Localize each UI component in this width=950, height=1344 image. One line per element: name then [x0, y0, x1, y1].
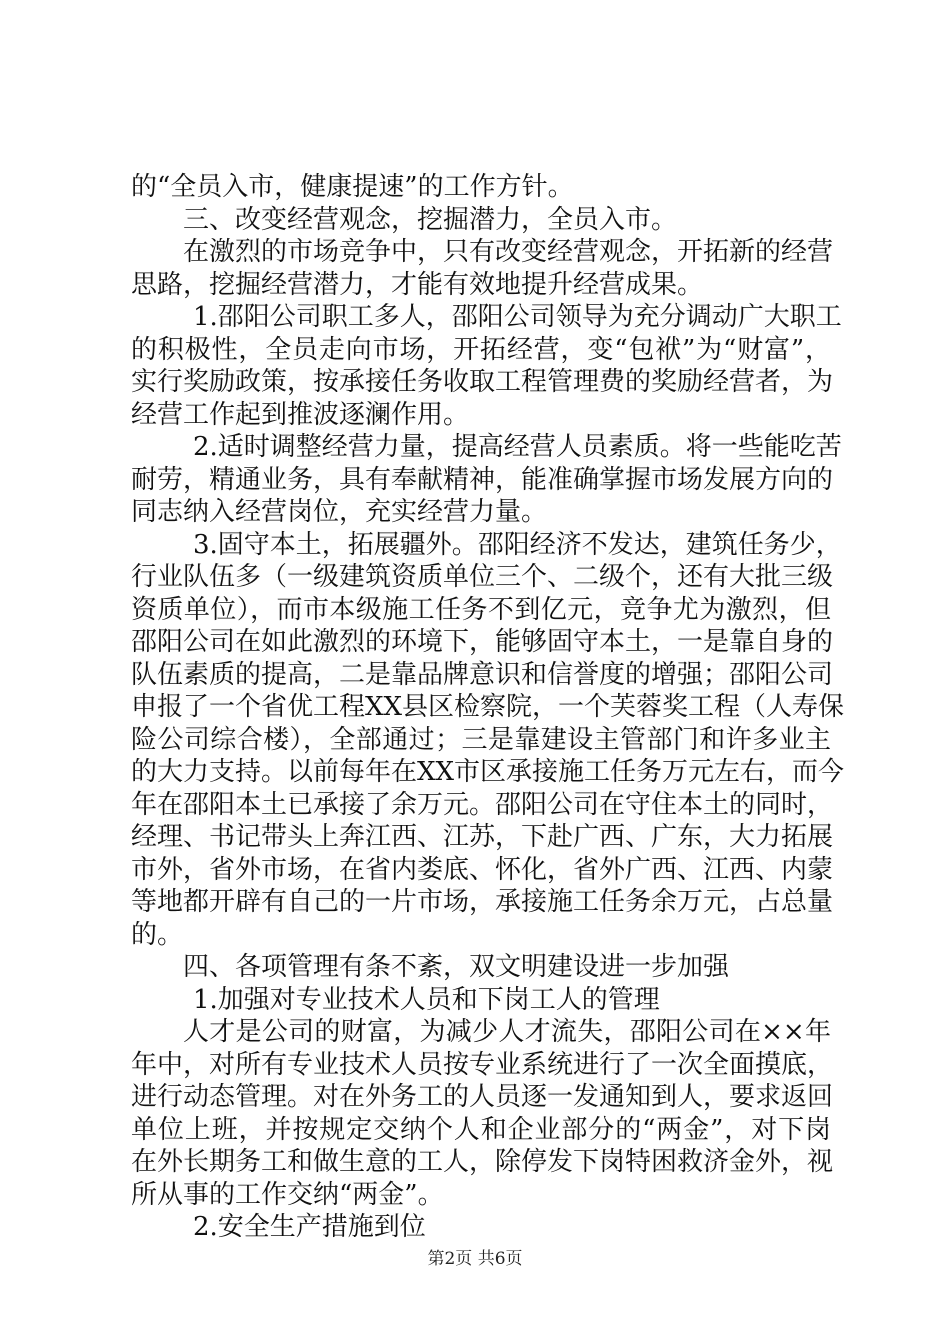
text-line: 经理、书记带头上奔江西、江苏，下赴广西、广东，大力拓展 — [131, 822, 834, 852]
text-line: 1.加强对专业技术人员和下岗工人的管理 — [193, 984, 660, 1015]
text-line: 年中，对所有专业技术人员按专业系统进行了一次全面摸底， — [131, 1049, 834, 1080]
text-line: 邵阳公司在如此激烈的环境下，能够固守本土，一是靠自身的 — [131, 627, 834, 657]
text-line: 经营工作起到推波逐澜作用。 — [131, 399, 470, 430]
text-line: 四、各项管理有条不紊，双文明建设进一步加强 — [183, 952, 730, 982]
text-line: 资质单位），而市本级施工任务不到亿元，竞争尤为激烈，但 — [131, 594, 831, 625]
text-line: 单位上班，并按规定交纳个人和企业部分的“两金”，对下岗 — [131, 1114, 831, 1145]
text-line: 人才是公司的财富，为减少人才流失，邵阳公司在××年 — [183, 1017, 831, 1047]
text-line: 行业队伍多（一级建筑资质单位三个、二级个，还有大批三级 — [131, 562, 834, 592]
text-line: 同志纳入经营岗位，充实经营力量。 — [131, 497, 548, 527]
text-line: 的积极性，全员走向市场，开拓经营，变“包袱”为“财富”， — [131, 334, 831, 365]
text-line: 思路，挖掘经营潜力，才能有效地提升经营成果。 — [131, 269, 704, 300]
text-line: 耐劳，精通业务，具有奉献精神，能准确掌握市场发展方向的 — [131, 464, 834, 495]
text-line: 队伍素质的提高，二是靠品牌意识和信誉度的增强；邵阳公司 — [131, 659, 834, 690]
text-line: 险公司综合楼），全部通过；三是靠建设主管部门和许多业主 — [131, 724, 831, 755]
text-line: 的。 — [131, 919, 184, 950]
text-line: 的“全员入市，健康提速”的工作方针。 — [131, 172, 574, 202]
text-line: 1.邵阳公司职工多人，邵阳公司领导为充分调动广大职工 — [193, 302, 842, 332]
text-line: 三、改变经营观念，挖掘潜力，全员入市。 — [183, 204, 678, 235]
text-line: 2.适时调整经营力量，提高经营人员素质。将一些能吃苦 — [193, 432, 842, 462]
text-line: 在外长期务工和做生意的工人，除停发下岗特困救济金外，视 — [131, 1147, 834, 1177]
text-line: 申报了一个省优工程XX县区检察院，一个芙蓉奖工程（人寿保 — [131, 692, 845, 722]
text-line: 实行奖励政策，按承接任务收取工程管理费的奖励经营者，为 — [131, 367, 834, 397]
text-line: 年在邵阳本土已承接了余万元。邵阳公司在守住本土的同时， — [131, 789, 834, 820]
text-line: 进行动态管理。对在外务工的人员逐一发通知到人，要求返回 — [131, 1082, 834, 1112]
text-line: 市外，省外市场，在省内娄底、怀化，省外广西、江西、内蒙 — [131, 854, 834, 885]
body-text — [131, 171, 845, 1244]
text-line: 3.固守本土，拓展疆外。邵阳经济不发达，建筑任务少， — [193, 529, 842, 560]
text-line: 等地都开辟有自己的一片市场，承接施工任务余万元，占总量 — [131, 887, 834, 917]
text-line: 在激烈的市场竞争中，只有改变经营观念，开拓新的经营 — [183, 237, 834, 267]
page-footer: 第2页 共6页 — [427, 1249, 523, 1269]
text-line: 所从事的工作交纳“两金”。 — [131, 1179, 444, 1210]
text-line: 的大力支持。以前每年在XX市区承接施工任务万元左右，而今 — [131, 757, 845, 787]
text-line: 2.安全生产措施到位 — [193, 1212, 426, 1242]
